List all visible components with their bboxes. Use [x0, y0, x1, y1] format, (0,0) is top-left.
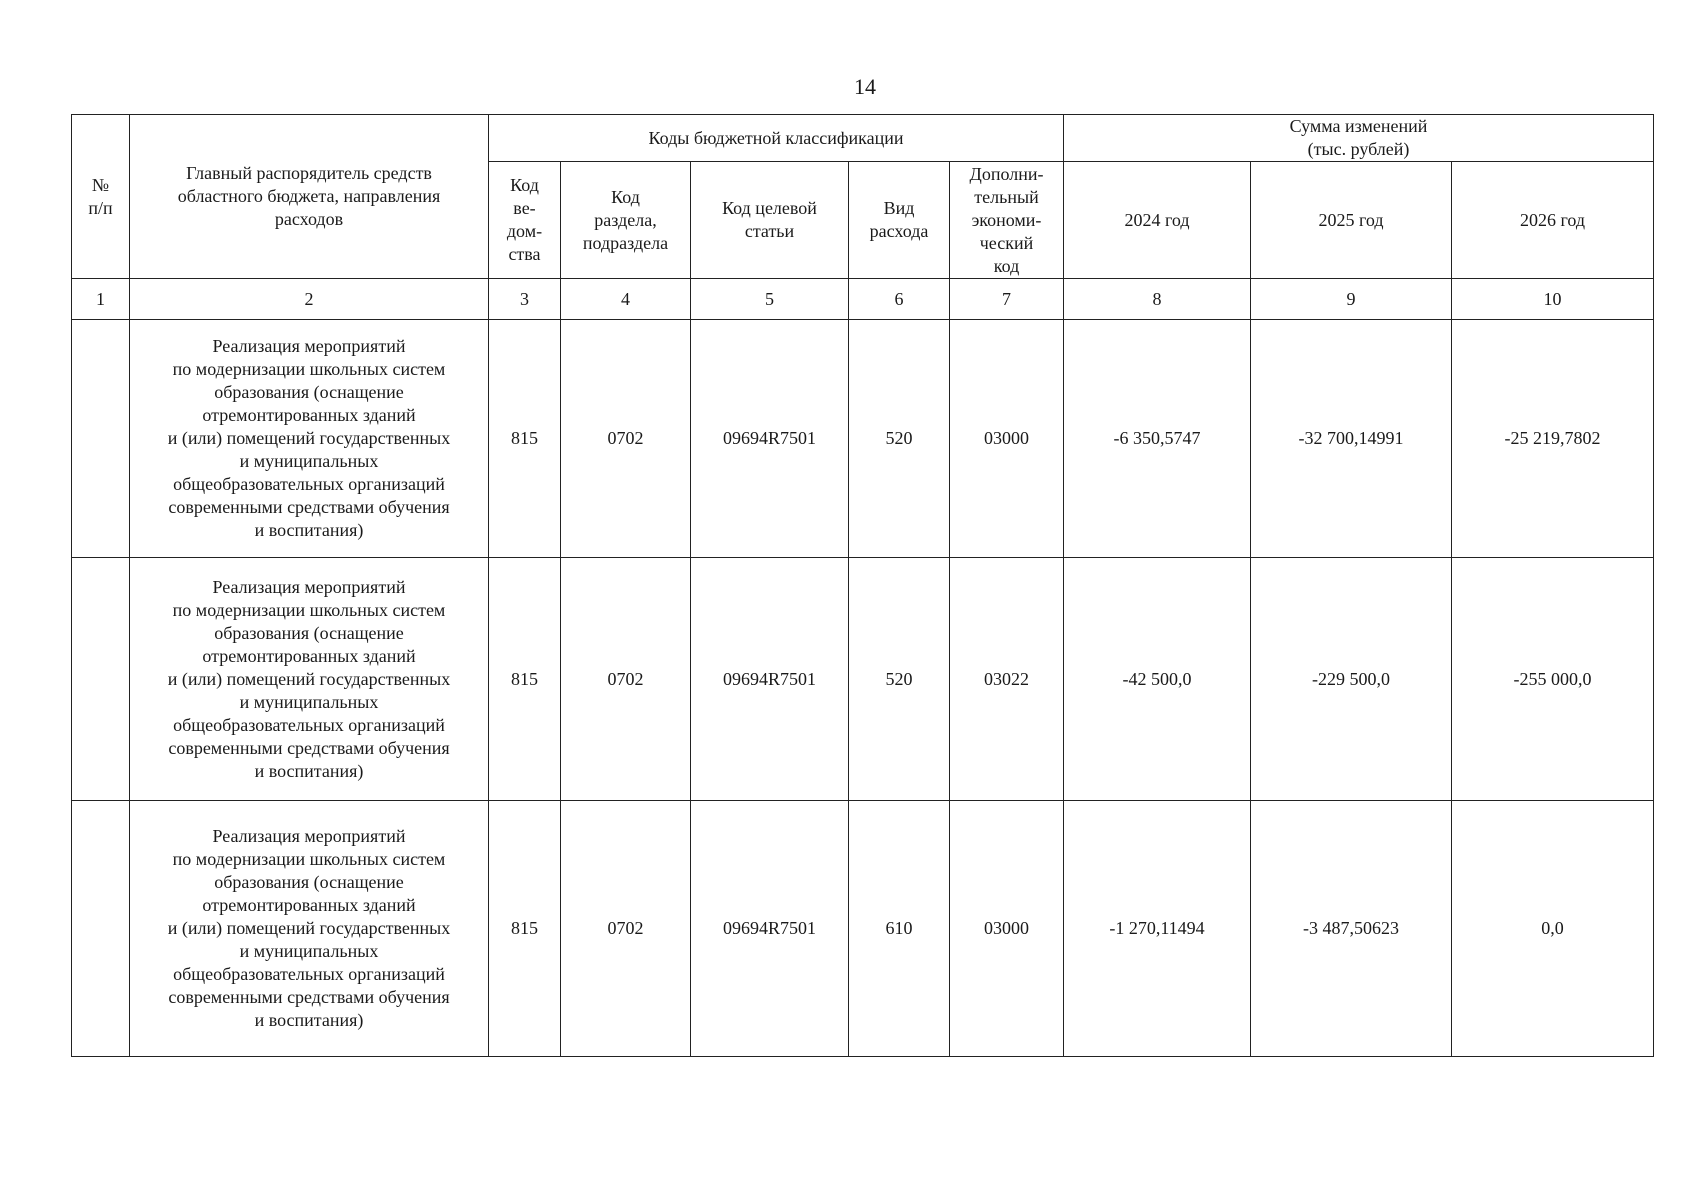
cell-dept-code: 815 — [489, 320, 561, 558]
cell-sum-2026: -255 000,0 — [1452, 558, 1654, 801]
cell-num — [72, 558, 130, 801]
cell-section-code: 0702 — [561, 801, 691, 1057]
cell-target-code: 09694R7501 — [691, 801, 849, 1057]
cell-target-code: 09694R7501 — [691, 320, 849, 558]
cell-section-code: 0702 — [561, 558, 691, 801]
cell-dept-code: 815 — [489, 558, 561, 801]
column-number: 4 — [561, 279, 691, 320]
cell-econ-code: 03000 — [950, 801, 1064, 1057]
cell-description: Реализация мероприятий по модернизации школьных систем образования (оснащение отремонтированных зданий и (или) помещений государственных и муниципальных общеобразовательных организаций современными средствами обучения и воспитания) — [130, 801, 489, 1057]
budget-changes-table — [71, 114, 1654, 1057]
cell-dept-code: 815 — [489, 801, 561, 1057]
column-number: 6 — [849, 279, 950, 320]
column-number: 5 — [691, 279, 849, 320]
column-number: 3 — [489, 279, 561, 320]
header-code-section: Код раздела, подраздела — [561, 162, 691, 279]
cell-section-code: 0702 — [561, 320, 691, 558]
column-number: 2 — [130, 279, 489, 320]
cell-econ-code: 03022 — [950, 558, 1064, 801]
header-year-2024: 2024 год — [1064, 162, 1251, 279]
column-number: 7 — [950, 279, 1064, 320]
header-num: № п/п — [72, 115, 130, 279]
cell-sum-2025: -3 487,50623 — [1251, 801, 1452, 1057]
cell-sum-2025: -32 700,14991 — [1251, 320, 1452, 558]
cell-sum-2025: -229 500,0 — [1251, 558, 1452, 801]
cell-sum-2026: -25 219,7802 — [1452, 320, 1654, 558]
cell-sum-2024: -6 350,5747 — [1064, 320, 1251, 558]
header-expense-type: Вид расхода — [849, 162, 950, 279]
table-row — [72, 801, 1654, 1057]
cell-expense-type: 610 — [849, 801, 950, 1057]
cell-expense-type: 520 — [849, 320, 950, 558]
header-budget-codes: Коды бюджетной классификации — [489, 115, 1064, 162]
cell-num — [72, 320, 130, 558]
cell-econ-code: 03000 — [950, 320, 1064, 558]
header-main-distributor: Главный распорядитель средств областного бюджета, направления расходов — [130, 115, 489, 279]
header-sum-changes: Сумма изменений (тыс. рублей) — [1064, 115, 1654, 162]
header-year-2026: 2026 год — [1452, 162, 1654, 279]
column-number: 10 — [1452, 279, 1654, 320]
header-code-target: Код целевой статьи — [691, 162, 849, 279]
cell-sum-2026: 0,0 — [1452, 801, 1654, 1057]
column-numbers-row — [72, 279, 1654, 320]
column-number: 9 — [1251, 279, 1452, 320]
cell-expense-type: 520 — [849, 558, 950, 801]
cell-description: Реализация мероприятий по модернизации школьных систем образования (оснащение отремонтированных зданий и (или) помещений государственных и муниципальных общеобразовательных организаций современными средствами обучения и воспитания) — [130, 558, 489, 801]
cell-sum-2024: -1 270,11494 — [1064, 801, 1251, 1057]
column-number: 8 — [1064, 279, 1251, 320]
column-number: 1 — [72, 279, 130, 320]
cell-sum-2024: -42 500,0 — [1064, 558, 1251, 801]
cell-num — [72, 801, 130, 1057]
header-year-2025: 2025 год — [1251, 162, 1452, 279]
cell-target-code: 09694R7501 — [691, 558, 849, 801]
cell-description: Реализация мероприятий по модернизации школьных систем образования (оснащение отремонтированных зданий и (или) помещений государственных и муниципальных общеобразовательных организаций современными средствами обучения и воспитания) — [130, 320, 489, 558]
table-row — [72, 558, 1654, 801]
page-number: 14 — [854, 74, 876, 99]
table-row — [72, 320, 1654, 558]
header-code-dept: Код ве- дом- ства — [489, 162, 561, 279]
header-extra-econ-code: Дополни- тельный экономи- ческий код — [950, 162, 1064, 279]
header-row-top — [72, 115, 1654, 162]
